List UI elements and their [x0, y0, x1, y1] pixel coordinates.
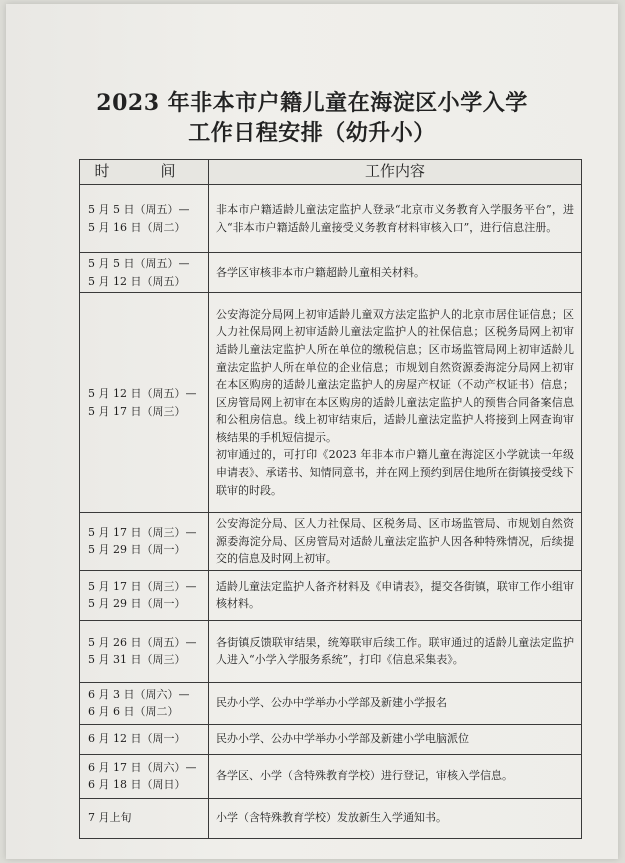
- content-cell: 民办小学、公办中学举办小学部及新建小学电脑派位: [209, 724, 582, 754]
- time-line: 6 月 6 日（周二）: [88, 705, 179, 719]
- table-row: [80, 513, 582, 571]
- time-line: 5 月 29 日（周一）: [88, 543, 186, 557]
- content-cell: [209, 293, 582, 513]
- time-line: 5 月 16 日（周二）: [88, 220, 186, 234]
- header-time: 时 间: [80, 160, 209, 185]
- content-cell: 适龄儿童法定监护人备齐材料及《申请表》，提交各街镇，联审工作小组审核材料。: [209, 570, 582, 620]
- time-cell: [80, 513, 209, 571]
- schedule-table: [79, 159, 582, 839]
- time-line: 5 月 17 日（周三）: [88, 404, 186, 418]
- time-line: 5 月 31 日（周三）: [88, 653, 186, 667]
- content-cell: 小学（含特殊教育学校）发放新生入学通知书。: [209, 798, 582, 838]
- time-line: 5 月 12 日（周五）: [88, 274, 186, 288]
- time-cell: [80, 620, 209, 682]
- time-cell: [80, 185, 209, 253]
- table-row: [80, 620, 582, 682]
- time-cell: [80, 253, 209, 293]
- time-line: 5 月 26 日（周五）—: [88, 635, 197, 649]
- time-line: 6 月 12 日（周一）: [88, 732, 186, 746]
- table-row: [80, 798, 582, 838]
- table-row: [80, 570, 582, 620]
- time-line: 6 月 17 日（周六）—: [88, 760, 197, 774]
- page-title-line2: 工作日程安排（幼升小）: [188, 120, 436, 146]
- time-cell: [80, 293, 209, 513]
- content-paragraph: 公安海淀分局网上初审适龄儿童双方法定监护人的北京市居住证信息；区人力社保局网上初审适龄儿童法定监护人的社保信息；区税务局网上初审适龄儿童法定监护人所在单位的缴税信息；区市场监管局网上初审适龄儿童法定监护人所在单位的企业信息；市规划自然资源委海淀分局网上初审在本区购房的适龄儿童法定监护人的房屋产权证（不动产权证书）信息；区房管局网上初审在本区购房的适龄儿童法定监护人的预售合同备案信息和公租房信息。线上初审结束后，适龄儿童法定监护人将接到上网查询审核结果的手机短信提示。: [216, 307, 574, 444]
- content-cell: 非本市户籍适龄儿童法定监护人登录“北京市义务教育入学服务平台”，进入“非本市户籍适龄儿童接受义务教育材料审核入口”，进行信息注册。: [209, 185, 582, 253]
- time-line: 7 月上旬: [88, 811, 132, 825]
- table-row: [80, 724, 582, 754]
- content-paragraph: 初审通过的，可打印《2023 年非本市户籍儿童在海淀区小学就读一年级申请表》、承诺书、知情同意书，并在网上预约到居住地所在街镇接受线下联审的时段。: [216, 448, 574, 497]
- content-cell: 各学区、小学（含特殊教育学校）进行登记，审核入学信息。: [209, 754, 582, 798]
- content-cell: 各街镇反馈联审结果，统筹联审后续工作。联审通过的适龄儿童法定监护人进入“小学入学服务系统”，打印《信息采集表》。: [209, 620, 582, 682]
- content-cell: 民办小学、公办中学举办小学部及新建小学报名: [209, 682, 582, 724]
- page-title-line1: 2023 年非本市户籍儿童在海淀区小学入学: [96, 90, 528, 116]
- header-content: 工作内容: [209, 160, 582, 185]
- table-row: [80, 185, 582, 253]
- content-cell: 公安海淀分局、区人力社保局、区税务局、区市场监管局、市规划自然资源委海淀分局、区房管局对适龄儿童法定监护人因各种特殊情况，后续提交的信息及时网上初审。: [209, 513, 582, 571]
- time-cell: [80, 682, 209, 724]
- time-cell: [80, 570, 209, 620]
- table-row: [80, 754, 582, 798]
- time-line: 5 月 29 日（周一）: [88, 597, 186, 611]
- time-cell: [80, 754, 209, 798]
- time-line: 5 月 5 日（周五）—: [88, 202, 190, 216]
- document-page: [6, 4, 618, 859]
- table-row: [80, 293, 582, 513]
- time-line: 5 月 17 日（周三）—: [88, 525, 197, 539]
- table-row: [80, 682, 582, 724]
- table-header-row: [80, 160, 582, 185]
- time-line: 6 月 3 日（周六）—: [88, 687, 190, 701]
- time-line: 5 月 12 日（周五）—: [88, 386, 197, 400]
- time-cell: [80, 724, 209, 754]
- time-line: 5 月 5 日（周五）—: [88, 256, 190, 270]
- table-row: [80, 253, 582, 293]
- time-line: 6 月 18 日（周日）: [88, 778, 186, 792]
- content-cell: 各学区审核非本市户籍超龄儿童相关材料。: [209, 253, 582, 293]
- time-line: 5 月 17 日（周三）—: [88, 579, 197, 593]
- time-cell: [80, 798, 209, 838]
